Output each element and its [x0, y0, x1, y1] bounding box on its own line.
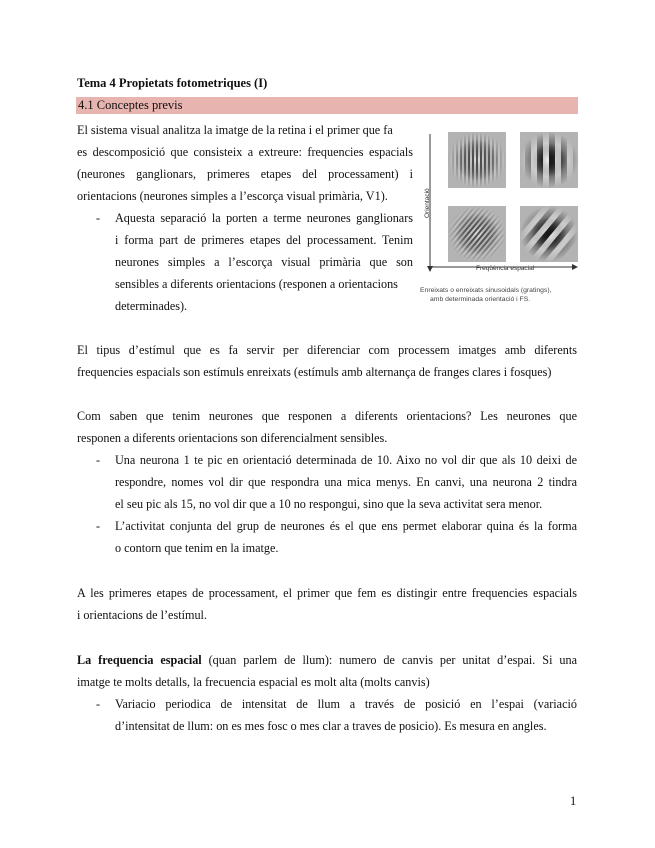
paragraph-line: responen a diferents orientacions son diferencialment sensibles. — [77, 431, 388, 445]
bullet-line: sensibles a diferents orientacions (responen a orientacions — [115, 277, 398, 291]
bullet-line: determinades). — [115, 299, 188, 313]
bullet-dash: - — [96, 519, 101, 533]
paragraph-line: imatge te molts detalls, la frecuencia espacial es molt alta (molts canvis) — [77, 675, 430, 689]
intro-line: (neurones ganglionars, primeres etapes del processament) i — [77, 167, 413, 181]
bullet-line: respondre, nomes vol dir que respondra una mica menys. En canvi, una neurona 2 tindra — [115, 475, 577, 489]
section-heading: 4.1 Conceptes previs — [76, 97, 578, 114]
paragraph-line: El tipus d’estímul que es fa servir per diferenciar com processem imatges amb diferents — [77, 343, 577, 357]
figure-caption-line: Enreixats o enreixats sinusoidals (gratings), — [420, 287, 552, 294]
paragraph-line — [77, 650, 577, 672]
bullet-line: Variacio periodica de intensitat de llum a través de posició en l’espai (variació — [115, 697, 577, 711]
intro-line: El sistema visual analitza la imatge de la retina i el primer que fa — [77, 123, 393, 137]
y-axis-label: Orientació — [424, 188, 431, 218]
paragraph-line: Com saben que tenim neurones que responen a diferents orientacions? Les neurones que — [77, 409, 577, 423]
bullet-line: el seu pic als 15, no vol dir que a 10 no respongui, sino que la seva activitat sera menor. — [115, 497, 543, 511]
bullet-line: o contorn que tenim en la imatge. — [115, 541, 279, 555]
bullet-dash: - — [96, 697, 101, 711]
bullet-dash: - — [96, 453, 101, 467]
bullet-line: L’activitat conjunta del grup de neurones és el que ens permet elaborar quina és la forma — [115, 519, 577, 533]
paragraph-line: frequencies espacials son estímuls enreixats (estímuls amb alternança de franges clares i fosques) — [77, 365, 552, 379]
intro-line: orientacions (neurones simples a l’escorça visual primària, V1). — [77, 189, 388, 203]
gratings-figure — [420, 126, 585, 316]
intro-line: es descomposició que consisteix a extreure: frequencies espacials — [77, 145, 413, 159]
definition-text: (quan parlem de llum): numero de canvis per unitat d’espai. Si una — [201, 653, 577, 667]
figure-axes — [420, 126, 585, 276]
bullet-line: Una neurona 1 te pic en orientació determinada de 10. Aixo no vol dir que als 10 deixi de — [115, 453, 577, 467]
bullet-line: d’intensitat de llum: on es mes fosc o mes clar a traves de posicio). Es mesura en angles. — [115, 719, 547, 733]
paragraph-line: i orientacions de l’estímul. — [77, 608, 207, 622]
term-spatial-frequency: La frequencia espacial — [77, 653, 202, 667]
page-number: 1 — [570, 794, 577, 808]
page-title: Tema 4 Propietats fotometriques (I) — [77, 76, 268, 90]
bullet-line: neurones simples a l’escorça visual primària que son — [115, 255, 413, 269]
figure-caption-line: amb determinada orientació i FS. — [430, 296, 531, 303]
bullet-dash: - — [96, 211, 101, 225]
bullet-line: i forma part de primeres etapes del processament. Tenim — [115, 233, 413, 247]
bullet-line: Aquesta separació la porten a terme neurones ganglionars — [115, 211, 413, 225]
paragraph-line: A les primeres etapes de processament, el primer que fem es distingir entre frequencies espacials — [77, 586, 577, 600]
x-axis-label: Freqüència espacial — [476, 265, 535, 272]
